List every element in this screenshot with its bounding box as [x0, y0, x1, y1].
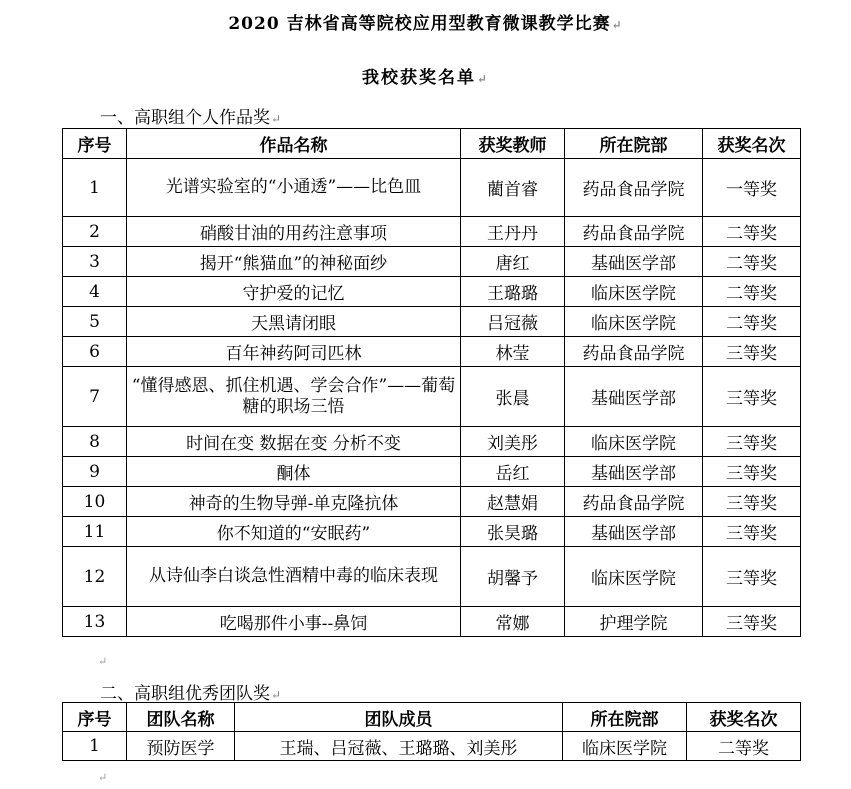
table-row — [63, 457, 801, 487]
cell-rank: 三等奖 — [703, 547, 801, 607]
cell-dept: 基础医学部 — [565, 457, 703, 487]
cell-teacher: 岳红 — [461, 457, 565, 487]
col-header-dept: 所在院部 — [563, 703, 687, 732]
cell-teacher: 王璐璐 — [461, 277, 565, 307]
cell-teacher: 张晨 — [461, 367, 565, 427]
col-header-team: 团队名称 — [127, 703, 235, 732]
cell-rank: 三等奖 — [703, 457, 801, 487]
cell-work: 你不知道的“安眠药” — [127, 517, 461, 547]
cell-teacher: 常娜 — [461, 607, 565, 637]
cell-teacher: 林莹 — [461, 337, 565, 367]
cell-teacher: 赵慧娟 — [461, 487, 565, 517]
cell-dept: 临床医学院 — [563, 732, 687, 761]
table-header-row — [63, 703, 801, 732]
cell-teacher: 刘美彤 — [461, 427, 565, 457]
cell-no: 10 — [63, 487, 127, 517]
table-row — [63, 247, 801, 277]
cell-members: 王瑞、吕冠薇、王璐璐、刘美彤 — [235, 732, 563, 761]
table-row — [63, 367, 801, 427]
col-header-teacher: 获奖教师 — [461, 129, 565, 159]
cell-work: 守护爱的记忆 — [127, 277, 461, 307]
cell-rank: 三等奖 — [703, 337, 801, 367]
cell-dept: 临床医学院 — [565, 547, 703, 607]
table-header-row — [63, 129, 801, 159]
cell-work: 神奇的生物导弹-单克隆抗体 — [127, 487, 461, 517]
table-row — [63, 277, 801, 307]
cell-no: 2 — [63, 217, 127, 247]
cell-rank: 三等奖 — [703, 487, 801, 517]
cell-no: 1 — [63, 732, 127, 761]
table-row — [63, 159, 801, 217]
cell-dept: 药品食品学院 — [565, 337, 703, 367]
cell-dept: 基础医学部 — [565, 367, 703, 427]
table-row — [63, 337, 801, 367]
table-row — [63, 487, 801, 517]
cell-dept: 药品食品学院 — [565, 217, 703, 247]
cell-rank: 二等奖 — [703, 247, 801, 277]
cell-work: “懂得感恩、抓住机遇、学会合作”——葡萄糖的职场三悟 — [127, 367, 461, 427]
cell-teacher: 胡馨予 — [461, 547, 565, 607]
cell-no: 7 — [63, 367, 127, 427]
section-heading-individual: 一、高职组个人作品奖↵ — [100, 108, 282, 128]
cell-teacher: 藺首睿 — [461, 159, 565, 217]
table-row — [63, 217, 801, 247]
col-header-no: 序号 — [63, 129, 127, 159]
cell-rank: 二等奖 — [703, 217, 801, 247]
cell-work: 揭开“熊猫血”的神秘面纱 — [127, 247, 461, 277]
table-row — [63, 427, 801, 457]
cell-no: 12 — [63, 547, 127, 607]
individual-awards-table — [62, 128, 801, 637]
col-header-rank: 获奖名次 — [703, 129, 801, 159]
cell-dept: 临床医学院 — [565, 307, 703, 337]
cell-teacher: 唐红 — [461, 247, 565, 277]
table-row — [63, 547, 801, 607]
cell-rank: 三等奖 — [703, 427, 801, 457]
paragraph-mark: ↵ — [98, 655, 108, 668]
document-title: 2020 吉林省高等院校应用型教育微课教学比赛↵ — [228, 14, 623, 34]
cell-dept: 临床医学院 — [565, 427, 703, 457]
cell-dept: 药品食品学院 — [565, 487, 703, 517]
cell-work: 百年神药阿司匹林 — [127, 337, 461, 367]
cell-no: 11 — [63, 517, 127, 547]
col-header-work: 作品名称 — [127, 129, 461, 159]
table-row — [63, 307, 801, 337]
cell-teacher: 王丹丹 — [461, 217, 565, 247]
table-row — [63, 607, 801, 637]
col-header-no: 序号 — [63, 703, 127, 732]
cell-dept: 药品食品学院 — [565, 159, 703, 217]
cell-no: 9 — [63, 457, 127, 487]
cell-no: 1 — [63, 159, 127, 217]
col-header-dept: 所在院部 — [565, 129, 703, 159]
col-header-rank: 获奖名次 — [687, 703, 801, 732]
table-row — [63, 517, 801, 547]
cell-no: 8 — [63, 427, 127, 457]
cell-dept: 基础医学部 — [565, 517, 703, 547]
cell-teacher: 张昊璐 — [461, 517, 565, 547]
cell-work: 天黑请闭眼 — [127, 307, 461, 337]
cell-work: 吃喝那件小事--鼻饲 — [127, 607, 461, 637]
cell-team: 预防医学 — [127, 732, 235, 761]
cell-teacher: 吕冠薇 — [461, 307, 565, 337]
cell-no: 5 — [63, 307, 127, 337]
cell-rank: 三等奖 — [703, 517, 801, 547]
cell-work: 硝酸甘油的用药注意事项 — [127, 217, 461, 247]
team-awards-table — [62, 702, 801, 761]
cell-dept: 基础医学部 — [565, 247, 703, 277]
cell-rank: 二等奖 — [687, 732, 801, 761]
cell-no: 4 — [63, 277, 127, 307]
cell-rank: 三等奖 — [703, 607, 801, 637]
table-row — [63, 732, 801, 761]
cell-dept: 护理学院 — [565, 607, 703, 637]
cell-no: 13 — [63, 607, 127, 637]
document-subtitle: 我校获奖名单↵ — [361, 68, 490, 88]
cell-work: 时间在变 数据在变 分析不变 — [127, 427, 461, 457]
paragraph-mark: ↵ — [98, 771, 108, 784]
cell-work: 从诗仙李白谈急性酒精中毒的临床表现 — [127, 547, 461, 607]
cell-no: 3 — [63, 247, 127, 277]
cell-rank: 一等奖 — [703, 159, 801, 217]
cell-dept: 临床医学院 — [565, 277, 703, 307]
cell-rank: 二等奖 — [703, 277, 801, 307]
col-header-members: 团队成员 — [235, 703, 563, 732]
cell-no: 6 — [63, 337, 127, 367]
cell-work: 光谱实验室的“小通透”——比色皿 — [127, 159, 461, 217]
section-heading-team: 二、高职组优秀团队奖↵ — [100, 684, 282, 704]
cell-work: 酮体 — [127, 457, 461, 487]
cell-rank: 二等奖 — [703, 307, 801, 337]
cell-rank: 三等奖 — [703, 367, 801, 427]
